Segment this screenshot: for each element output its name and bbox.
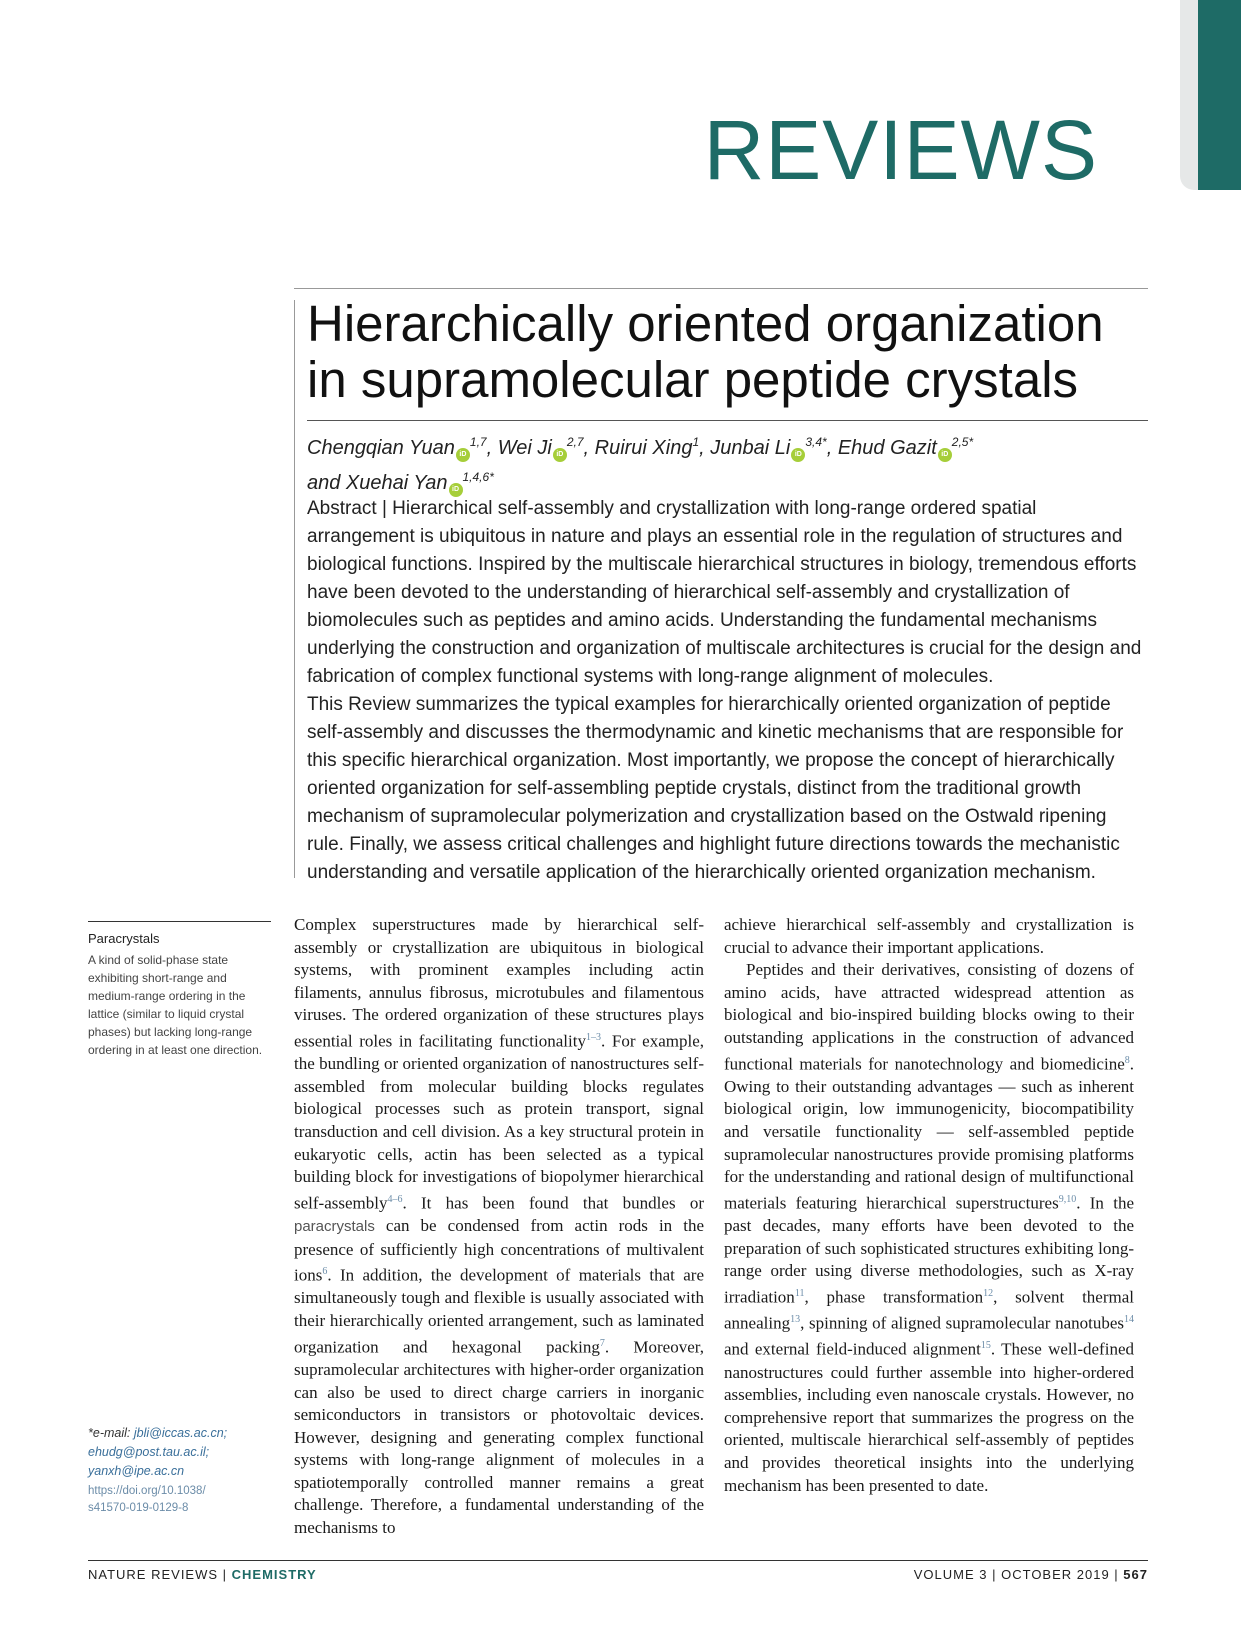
body-paragraph-2: Peptides and their derivatives, consisting of dozens of amino acids, have attracted widespread attention as biological and bio-inspired building blocks owing to their outstanding applications in the construction of advanced functional materials for nanotechnology and biomedicine$^8$. Owing to their outstanding advantages — such as inherent biological origin, low immunogenicity, biocompatibility and versatile functionality — self-assembled peptide supramolecular nanostructures provide promising platforms for the understanding and rational design of multifunctional materials featuring hierarchical superstructures$^{9,10}$. In the past decades, many efforts have been devoted to the preparation of such sophisticated structures exhibiting long-range order using diverse methodologies, such as X-ray irradiation$^{11}$, phase transformation$^{12}$, solvent thermal annealing$^{13}$, spinning of aligned supramolecular nanotubes$^{14}$ and external field-induced alignment$^{15}$. These well-defined nanostructures could further assemble into higher-ordered assemblies, including even nanoscale crystals. However, no comprehensive report that summarizes the progress on the oriented, multiscale hierarchical self-assembly of peptides and provides theoretical insights into the underlying mechanism has been presented to date. xyxy=(724,960,1135,1495)
abstract-paragraph-2: This Review summarizes the typical examples for hierarchically oriented organization of peptide self-assembly and discusses the thermodynamic and kinetic mechanisms that are responsible for this specific hierarchical organization. Most importantly, we propose the concept of hierarchically oriented organization for self-assembling peptide crystals, distinct from the traditional growth mechanism of supramolecular polymerization and crystallization based on the Ostwald ripening rule. Finally, we assess critical challenges and highlight future directions towards the mechanistic understanding and versatile application of the hierarchically oriented organization mechanism. xyxy=(307,694,1124,883)
citation-ref[interactable]: 1–3 xyxy=(585,1031,601,1043)
citation-ref[interactable]: 13 xyxy=(790,1314,801,1326)
author-affiliation: 1,7 xyxy=(469,435,487,449)
side-tab-shadow xyxy=(1180,0,1198,190)
citation-ref[interactable]: 6 xyxy=(322,1266,328,1278)
doi-link[interactable] xyxy=(88,1483,278,1517)
email-link-2[interactable]: ehudg@post.tau.ac.il; xyxy=(88,1445,210,1459)
citation-ref[interactable]: 12 xyxy=(983,1287,994,1299)
author-name: Ehud Gazit xyxy=(837,437,937,459)
footer-journal xyxy=(88,1567,317,1582)
orcid-icon[interactable]: iD xyxy=(938,448,952,462)
title-left-rule xyxy=(294,300,295,878)
orcid-icon[interactable]: iD xyxy=(456,448,470,462)
author-affiliation: 3,4* xyxy=(805,435,827,449)
author-3 xyxy=(595,437,700,459)
title-bottom-rule xyxy=(307,420,1148,421)
article-title xyxy=(307,296,1147,408)
side-tab-band xyxy=(1198,0,1241,190)
sidebar-rule xyxy=(88,921,271,922)
author-5 xyxy=(838,437,973,459)
footer-rule xyxy=(88,1560,1148,1561)
author-name: Chengqian Yuan xyxy=(307,437,455,459)
citation-ref[interactable]: 9,10 xyxy=(1058,1193,1077,1205)
email-link-3[interactable]: yanxh@ipe.ac.cn xyxy=(88,1464,185,1478)
abstract xyxy=(307,495,1147,887)
author-name: and Xuehai Yan xyxy=(307,472,448,494)
email-link-1[interactable]: jbli@iccas.ac.cn; xyxy=(133,1426,228,1440)
journal-subject: CHEMISTRY xyxy=(231,1567,317,1582)
email-label: *e-mail: xyxy=(88,1426,134,1440)
title-line-1: Hierarchically oriented organization xyxy=(307,295,1104,352)
author-affiliation: 2,5* xyxy=(951,435,974,449)
author-affiliation: 2,7 xyxy=(566,435,584,449)
author-name: Wei Ji xyxy=(497,437,552,459)
author-1 xyxy=(307,437,487,459)
citation-ref[interactable]: 7 xyxy=(599,1337,605,1349)
author-affiliation: 1 xyxy=(692,435,700,449)
body-column-right xyxy=(724,914,1134,1497)
orcid-icon[interactable]: iD xyxy=(791,448,805,462)
author-4 xyxy=(710,437,826,459)
author-6 xyxy=(307,472,494,494)
footer-issue xyxy=(914,1567,1148,1582)
citation-ref[interactable]: 14 xyxy=(1124,1314,1134,1326)
author-name: Ruirui Xing xyxy=(594,437,693,459)
citation-ref[interactable]: 4–6 xyxy=(387,1193,403,1205)
doi-line-1: https://doi.org/10.1038/ xyxy=(88,1485,206,1497)
author-list: Chengqian Yuan iD$^{1,7}$, Wei Ji iD$^{2,7}$, Ruirui Xing$^1$, Junbai Li iD$^{3,4*}$, Ehud Gazit iD$^{2,5*}$ and Xuehai Yan iD$^{1,4,6*}$ xyxy=(307,428,1147,498)
author-2 xyxy=(498,437,584,459)
abstract-paragraph-1: Abstract | Hierarchical self-assembly and crystallization with long-range ordered spatial arrangement is ubiquitous in nature and plays an essential role in the regulation of structures and biological functions. Inspired by the multiscale hierarchical structures in biology, tremendous efforts have been devoted to the understanding of hierarchical self-assembly and crystallization of biomolecules such as peptides and amino acids. Understanding the fundamental mechanisms underlying the construction and organization of multiscale architectures is crucial for the design and fabrication of complex functional systems with long-range alignment of molecules. xyxy=(307,498,1142,687)
title-top-rule xyxy=(294,288,1148,289)
section-label: REVIEWS xyxy=(703,103,1098,197)
issue-info: VOLUME 3 | OCTOBER 2019 | xyxy=(913,1567,1124,1582)
orcid-icon[interactable]: iD xyxy=(449,483,463,497)
journal-name: NATURE REVIEWS | xyxy=(88,1567,232,1582)
citation-ref[interactable]: 11 xyxy=(794,1287,805,1299)
correspondence-emails xyxy=(88,1424,278,1481)
body-paragraph-1: Complex superstructures made by hierarchical self-assembly or crystallization are ubiquitous in biological systems, with prominent examples including actin filaments, annulus fibrosus, microtubules and filamentous viruses. The ordered organization of these structures plays essential roles in facilitating functionality$^{1-3}$. For example, the bundling or oriented organization of nanostructures self-assembled from molecular building blocks regulates biological processes such as protein transport, signal transduction and cell division. As a key structural protein in eukaryotic cells, actin has been selected as a typical building block for investigations of biopolymer hierarchical self-assembly$^{4-6}$. It has been found that bundles or paracrystals can be condensed from actin rods in the presence of sufficiently high concentrations of multivalent ions$^6$. In addition, the development of materials that are simultaneously tough and flexible is usually associated with their hierarchically oriented arrangement, such as laminated organization and hexagonal packing$^7$. Moreover, supramolecular architectures with higher-order organization can also be used to direct charge carriers in inorganic semiconductors in transistors or photovoltaic devices. However, designing and generating complex functional systems with long-range alignment of molecules in a spatiotemporally controlled manner remains a great challenge. Therefore, a fundamental understanding of the mechanisms to xyxy=(294,915,704,1538)
author-affiliation: 1,4,6* xyxy=(462,470,494,484)
glossary-term-link[interactable]: paracrystals xyxy=(294,1218,375,1236)
orcid-icon[interactable]: iD xyxy=(553,448,567,462)
citation-ref[interactable]: 8 xyxy=(1124,1054,1130,1066)
glossary-definition: A kind of solid-phase state exhibiting short-range and medium-range ordering in the lattice (similar to liquid crystal phases) but lacking long-range ordering in at least one direction. xyxy=(88,953,263,1057)
title-line-2: in supramolecular peptide crystals xyxy=(307,351,1079,408)
doi-line-2: s41570-019-0129-8 xyxy=(88,1502,189,1514)
glossary-term: Paracrystals xyxy=(88,931,160,946)
citation-ref[interactable]: 15 xyxy=(980,1340,991,1352)
page-number: 567 xyxy=(1123,1567,1148,1582)
body-column-left xyxy=(294,914,704,1540)
author-name: Junbai Li xyxy=(710,437,791,459)
body-paragraph-1-continued: achieve hierarchical self-assembly and crystallization is crucial to advance their important applications. xyxy=(724,915,1134,957)
